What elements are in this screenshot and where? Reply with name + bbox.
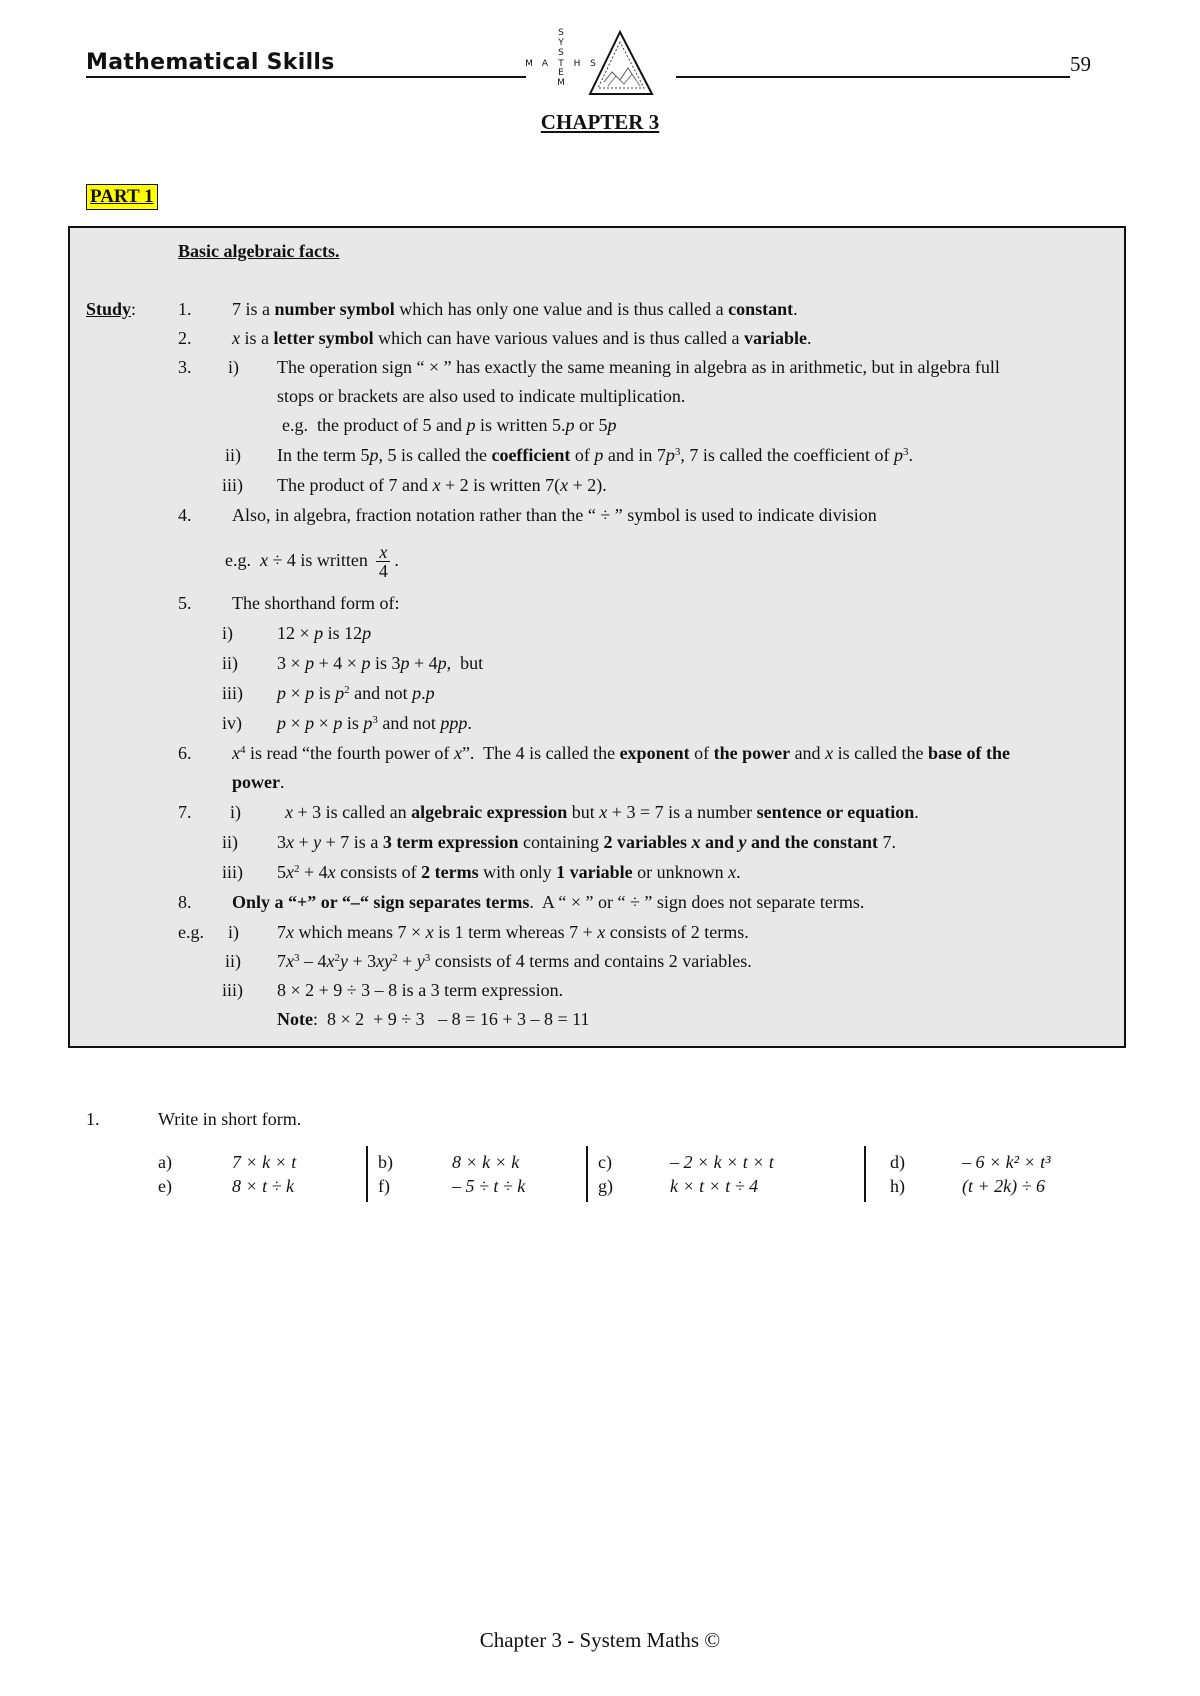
page-footer: Chapter 3 - System Maths © [479,1628,721,1652]
fact-3i-text: The operation sign “ × ” has exactly the same meaning in algebra as in arithmetic, but in algebra full [277,357,1000,377]
fact-5i-text: 12 × p is 12p [277,623,372,643]
exercise-item-b-expr: 8 × k × k [452,1152,520,1172]
exercise-item-g-expr: k × t × t ÷ 4 [670,1176,759,1196]
fact-4-text: Also, in algebra, fraction notation rather than the “ ÷ ” symbol is used to indicate division [232,505,877,525]
logo-letter-v5: M [557,78,565,88]
fact-7iii-text: $5x^2 + 4x$ consists of 2 terms with only 1 variable or unknown x. [277,862,741,882]
exercise-item-h-expr: (t + 2k) ÷ 6 [962,1176,1046,1196]
page-number: 59 [1070,52,1091,76]
chapter-title: CHAPTER 3 [540,110,660,134]
logo-letter-h1: A [541,59,549,69]
exercise-item-d-label: d) [890,1152,905,1172]
fact-3i-example: e.g. the product of 5 and p is written 5.p or 5p [282,415,617,435]
column-divider-2 [586,1146,588,1202]
fact-1-number: 1. [178,299,192,319]
fact-5ii-label: ii) [222,653,238,673]
fact-6-text-cont: power. [232,772,285,792]
study-label: Study [86,299,132,319]
exercise-item-c-label: c) [598,1152,612,1172]
fact-8iii-text: 8 × 2 + 9 ÷ 3 – 8 is a 3 term expression. [277,980,564,1000]
column-divider-3 [864,1146,866,1202]
exercise-item-e-expr: 8 × t ÷ k [232,1176,295,1196]
fraction-x-over-4: $\frac{x}{4}$ [376,543,390,580]
exercise-item-e-label: e) [158,1176,172,1196]
box-heading: Basic algebraic facts. [178,241,340,261]
exercise-item-h-label: h) [890,1176,905,1196]
fact-8-note: Note: 8 × 2 + 9 ÷ 3 – 8 = 16 + 3 – 8 = 11 [277,1009,590,1029]
fact-3-number: 3. [178,357,192,377]
fact-7i-text: x + 3 is called an algebraic expression but x + 3 = 7 is a number sentence or equation. [285,802,919,822]
fact-6-text: $x^4$ is read “the fourth power of x”. The 4 is called the exponent of the power and x is called the base of the [232,743,1011,763]
exercise-item-d-expr: – 6 × k² × t³ [962,1152,1051,1172]
exercise-number: 1. [86,1109,100,1129]
exercise-item-f-label: f) [378,1176,390,1196]
column-divider-1 [366,1146,368,1202]
system-maths-logo [520,22,670,102]
fact-2-text: x is a letter symbol which can have various values and is thus called a variable. [232,328,812,348]
fact-8i-label: i) [228,922,239,942]
fact-7i-label: i) [230,802,241,822]
fact-8-number: 8. [178,892,192,912]
exercise-item-g-label: g) [598,1176,613,1196]
fact-7-number: 7. [178,802,192,822]
header-title: Mathematical Skills [86,50,335,75]
fact-3ii-text: In the term 5p, 5 is called the coefficient of p and in $7p^3$, 7 is called the coefficient of $p^3$. [277,445,913,465]
logo-letter-h3: H [573,59,581,69]
study-label-wrap [86,298,136,320]
logo-letter-v0: S [558,28,564,38]
logo-letter-h4: S [590,59,596,69]
study-colon: : [131,299,137,319]
fact-8i-text: 7x which means 7 × x is 1 term whereas 7 + x consists of 2 terms. [277,922,749,942]
fact-3iii-text: The product of 7 and x + 2 is written 7(x + 2). [277,475,607,495]
logo-letter-v2: S [558,48,564,58]
fact-7iii-label: iii) [222,862,243,882]
fact-1-text: 7 is a number symbol which has only one value and is thus called a constant. [232,299,798,319]
fact-4-number: 4. [178,505,192,525]
fact-8iii-label: iii) [222,980,243,1000]
exercise-item-b-label: b) [378,1152,393,1172]
logo-letter-h2: T [558,59,564,69]
fact-3ii-label: ii) [225,445,241,465]
fact-5iii-label: iii) [222,683,243,703]
fact-8-text: Only a “+” or “–“ sign separates terms. A “ × ” or “ ÷ ” sign does not separate terms. [232,892,865,912]
fact-5iv-label: iv) [222,713,242,733]
fact-3iii-label: iii) [222,475,243,495]
logo-letter-h0: M [525,59,533,69]
fact-8ii-label: ii) [225,951,241,971]
fact-5-number: 5. [178,593,192,613]
part-label: PART 1 [86,184,158,210]
fact-3i-label: i) [228,357,239,377]
fact-7ii-text: 3x + y + 7 is a 3 term expression containing 2 variables x and y and the constant 7. [277,832,897,852]
fact-5iv-text: p × p × p is $p^3$ and not ppp. [277,713,472,733]
fact-8-eg-label: e.g. [178,922,204,942]
exercise-item-a-label: a) [158,1152,172,1172]
exercise-item-a-expr: 7 × k × t [232,1152,297,1172]
header-rule-right [676,76,1070,78]
logo-letter-v4: E [558,68,564,78]
fact-6-number: 6. [178,743,192,763]
header-rule-left [86,76,526,78]
exercise-item-c-expr: – 2 × k × t × t [670,1152,774,1172]
exercise-item-f-expr: – 5 ÷ t ÷ k [452,1176,526,1196]
fact-5ii-text: 3 × p + 4 × p is 3p + 4p, but [277,653,484,673]
fact-3i-text-cont: stops or brackets are also used to indicate multiplication. [277,386,686,406]
fact-2-number: 2. [178,328,192,348]
fact-8ii-text: $7x^3 - 4x^2y + 3xy^2 + y^3$ consists of 4 terms and contains 2 variables. [277,951,752,971]
fact-7ii-label: ii) [222,832,238,852]
fact-5-text: The shorthand form of: [232,593,400,613]
fact-5iii-text: p × p is $p^2$ and not p.p [277,683,435,703]
fact-5i-label: i) [222,623,233,643]
logo-letter-v1: Y [558,38,564,48]
fact-4-example: e.g. x ÷ 4 is written $\frac{x}{4}$ . [225,542,399,582]
exercise-instruction: Write in short form. [158,1109,302,1129]
